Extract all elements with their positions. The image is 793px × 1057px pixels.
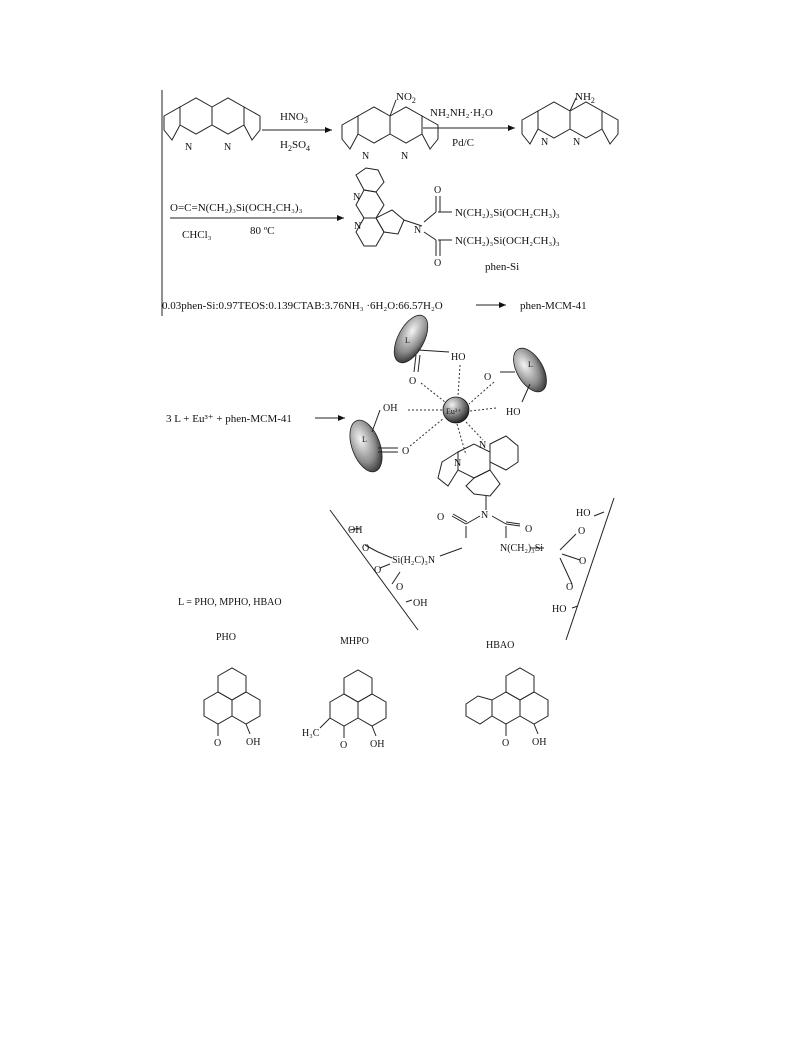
nitro-n-right: N [401, 151, 409, 162]
mhpo-oh: OH [370, 739, 385, 750]
coord-ho-top: HO [451, 352, 466, 363]
linker-si-left: Si(H₂C)₃N [392, 555, 436, 566]
surface-o-left-3: O [396, 582, 404, 593]
linker-o-left: O [437, 512, 445, 523]
pho-structure [204, 668, 260, 736]
ligand-name-hbao: HBAO [486, 640, 515, 651]
surface-oh-bottom-left: OH [413, 598, 428, 609]
mhpo-o: O [340, 740, 348, 751]
phen-n-right: N [224, 142, 232, 153]
bound-phen-n2: N [479, 440, 487, 451]
reduction-reagent-bottom: Pd/C [452, 137, 475, 149]
phen-si-structure [356, 168, 452, 256]
amino-n-left: N [541, 137, 549, 148]
complexation-reactants: 3 L + Eu³⁺ + phen-MCM-41 [166, 413, 292, 425]
nitration-reagent-top: $HNO_3$ [280, 111, 308, 125]
pho-oh: OH [246, 737, 261, 748]
phen-n-left: N [185, 142, 193, 153]
ligand-label-left: L [362, 435, 367, 444]
surface-o-right-2: O [579, 556, 587, 567]
linker-o-right: O [525, 524, 533, 535]
silica-surface-bonds [350, 512, 604, 608]
amino-n-right: N [573, 137, 581, 148]
phen-si-ring-n1: N [353, 192, 361, 203]
bound-phen-structure [438, 436, 518, 496]
surface-o-left-1: O [362, 543, 370, 554]
ligand-lobe-left [344, 416, 389, 476]
phen-si-o-top: O [434, 185, 442, 196]
coord-ho-right: HO [506, 407, 521, 418]
phen-si-ring-n2: N [354, 221, 362, 232]
phenanthroline-structure [164, 98, 260, 140]
coord-o-top: O [409, 376, 417, 387]
coord-o-right: O [484, 372, 492, 383]
silylation-temperature: 80 ºC [250, 225, 275, 237]
silylation-solvent: CHCl₃ [182, 229, 212, 241]
sol-gel-reaction: 0.03phen-Si:0.97TEOS:0.139CTAB:3.76NH₃ ·6H₂O:66.57H₂O [162, 300, 443, 312]
ligand-lobe-top [387, 310, 434, 368]
coord-oh-left: OH [383, 403, 398, 414]
surface-o-left-2: O [374, 565, 382, 576]
nitro-phenanthroline-structure [342, 100, 438, 149]
surface-o-right-3: O [566, 582, 574, 593]
surface-ho-top-right: HO [576, 508, 591, 519]
hbao-oh: OH [532, 737, 547, 748]
phen-si-name: phen-Si [485, 261, 520, 273]
mhpo-methyl: H₃C [302, 728, 320, 739]
nitro-group-label: $NO_2$ [396, 91, 416, 105]
hbao-structure [466, 668, 548, 736]
reduction-reagent-top: NH₂NH₂·H₂O [430, 107, 493, 119]
ligand-lobe-right [507, 343, 554, 398]
surface-o-right-1: O [578, 526, 586, 537]
phen-si-o-bottom: O [434, 258, 442, 269]
pho-o: O [214, 738, 222, 749]
ligand-label-right: L [528, 360, 533, 369]
bound-phen-n1: N [454, 458, 462, 469]
phen-si-amide-n: N [414, 225, 422, 236]
silylation-reagent-top: O=C=N(CH₂)₃Si(OCH₂CH₃)₃ [170, 202, 303, 214]
phen-si-chain-top: N(CH₂)₃Si(OCH₂CH₃)₃ [455, 207, 560, 219]
hbao-o: O [502, 738, 510, 749]
ligand-name-pho: PHO [216, 632, 237, 643]
nitro-n-left: N [362, 151, 370, 162]
coord-o-left: O [402, 446, 410, 457]
silica-wall-right [566, 498, 614, 640]
nitration-reagent-bottom: $H_2SO_4$ [280, 139, 311, 153]
surface-ho-bottom-right: HO [552, 604, 567, 615]
mhpo-structure [320, 670, 386, 738]
ligand-label-top: L [405, 336, 410, 345]
surface-oh-top-left: OH [348, 525, 363, 536]
ligand-definition: L = PHO, MPHO, HBAO [178, 597, 282, 608]
linker-si-right: N(CH₂)₃Si [500, 543, 544, 554]
europium-label: Eu³⁺ [446, 407, 462, 416]
ligand-name-mhpo: MHPO [340, 636, 369, 647]
amino-group-label: $NH_2$ [575, 91, 595, 105]
phen-si-chain-bottom: N(CH₂)₃Si(OCH₂CH₃)₃ [455, 235, 560, 247]
sol-gel-product: phen-MCM-41 [520, 300, 587, 312]
linker-amide-n: N [481, 510, 489, 521]
amino-phenanthroline-structure [522, 98, 618, 144]
